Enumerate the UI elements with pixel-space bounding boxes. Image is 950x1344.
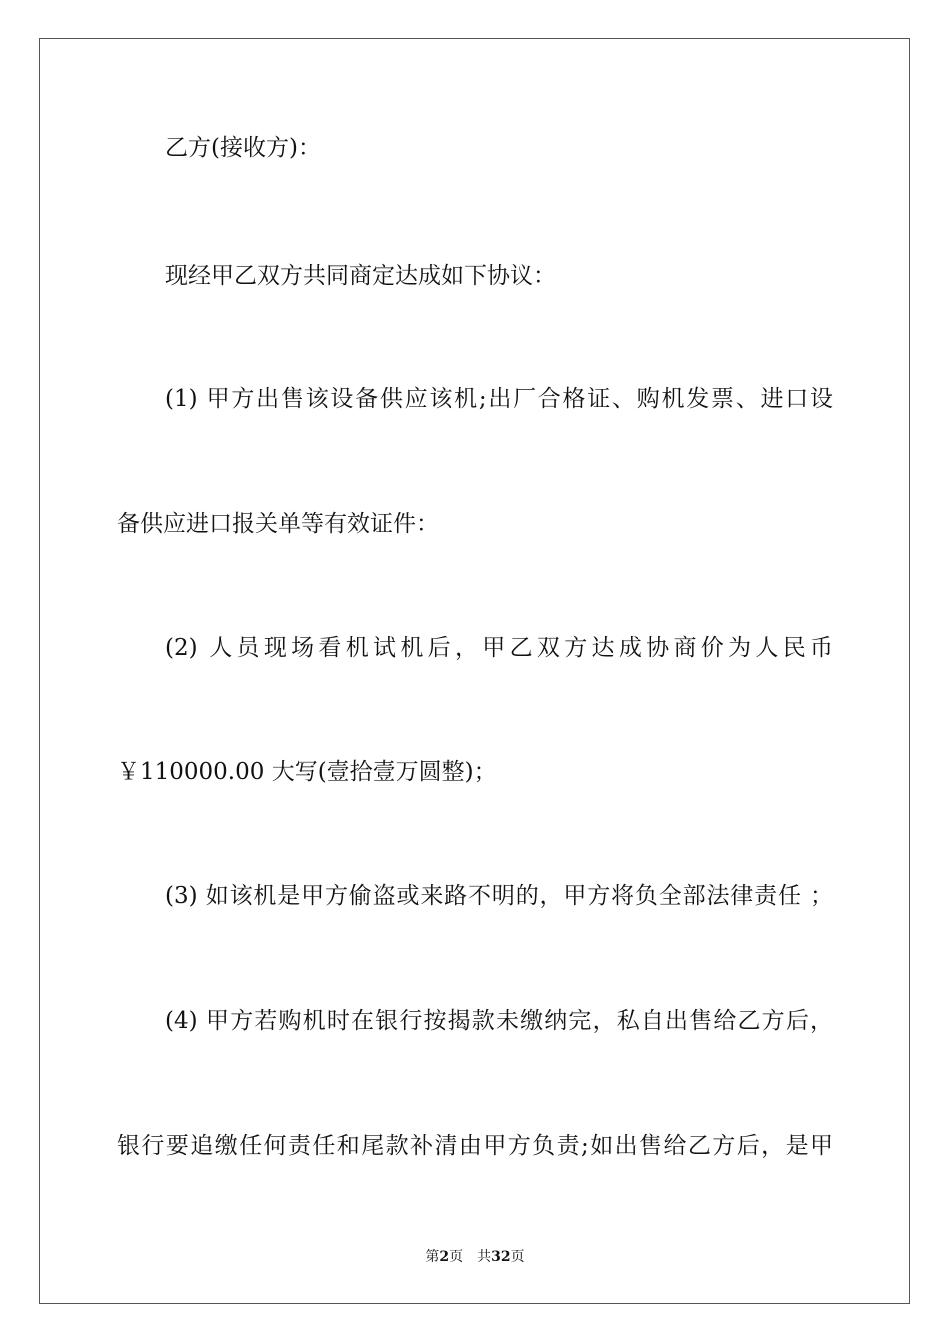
footer-total-pages: 32 xyxy=(491,1249,511,1265)
footer-page-suffix: 页 xyxy=(449,1249,464,1265)
paragraph-line-4: 备供应进口报关单等有效证件： xyxy=(117,511,439,537)
paragraph-line-5: (2) 人员现场看机试机后，甲乙双方达成协商价为人民币 xyxy=(165,635,833,661)
footer-total-prefix: 共 xyxy=(477,1249,492,1265)
paragraph-line-2: 现经甲乙双方共同商定达成如下协议： xyxy=(165,263,556,289)
footer-total-suffix: 页 xyxy=(510,1249,525,1265)
paragraph-line-6: ￥110000.00 大写(壹拾壹万圆整)； xyxy=(117,759,497,785)
footer-page-number: 2 xyxy=(439,1249,450,1265)
paragraph-line-8: (4) 甲方若购机时在银行按揭款未缴纳完，私自出售给乙方后， xyxy=(165,1008,833,1034)
footer-page-prefix: 第 xyxy=(425,1249,440,1265)
page-border xyxy=(39,38,910,1304)
paragraph-line-1: 乙方(接收方)： xyxy=(165,135,321,161)
paragraph-line-9: 银行要追缴任何责任和尾款补清由甲方负责;如出售给乙方后，是甲 xyxy=(117,1133,833,1159)
paragraph-line-3: (1) 甲方出售该设备供应该机;出厂合格证、购机发票、进口设 xyxy=(165,386,833,412)
paragraph-line-7: (3) 如该机是甲方偷盗或来路不明的，甲方将负全部法律责任 ； xyxy=(165,883,833,909)
page-footer xyxy=(0,1248,950,1266)
